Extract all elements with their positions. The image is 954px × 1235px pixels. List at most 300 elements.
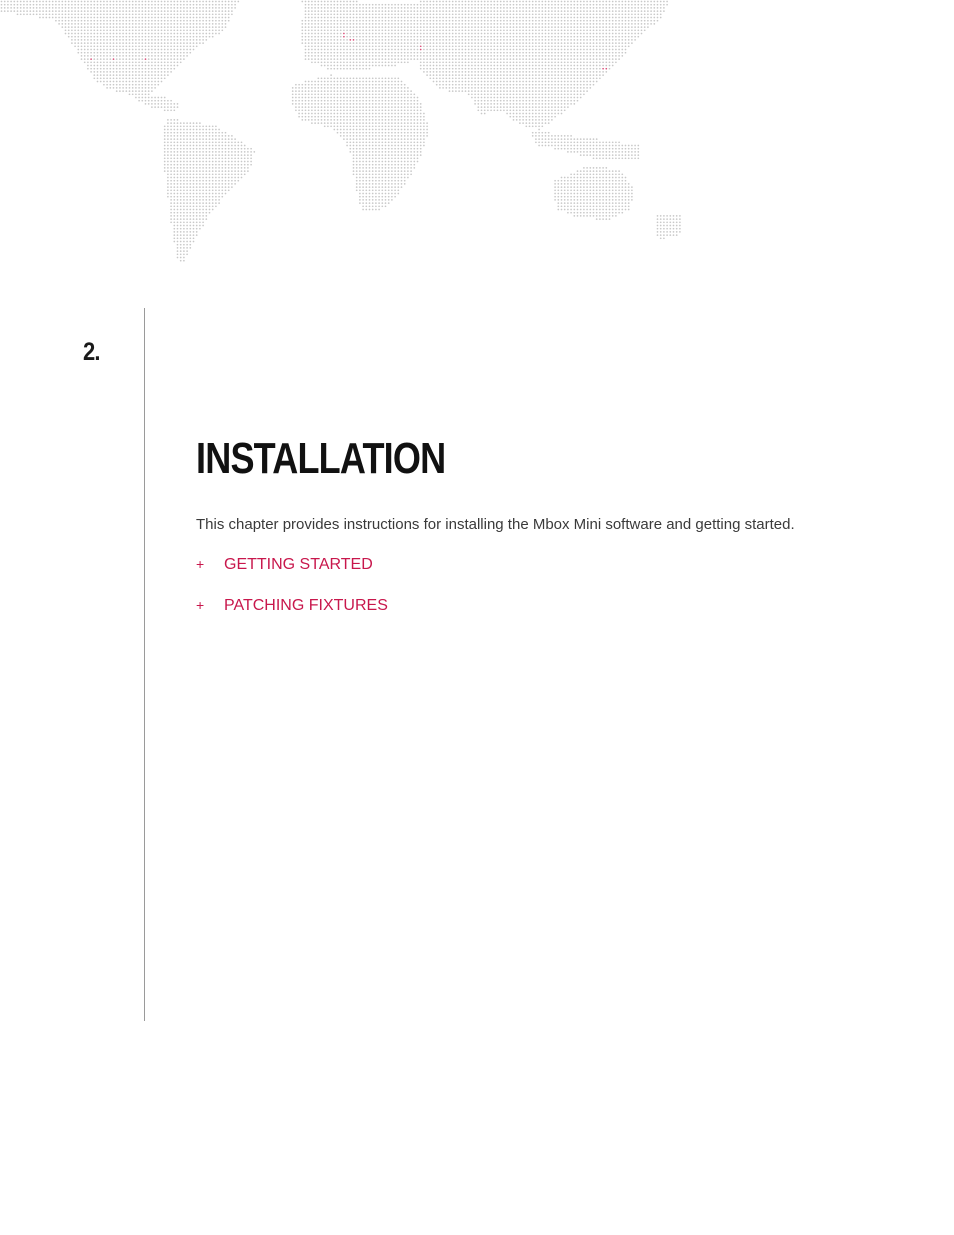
map-dot bbox=[455, 4, 457, 6]
map-dot bbox=[445, 74, 447, 76]
map-dot bbox=[509, 1, 511, 3]
map-dot bbox=[157, 106, 159, 108]
map-dot bbox=[541, 109, 543, 111]
map-dot bbox=[621, 7, 623, 9]
map-dot bbox=[583, 55, 585, 57]
map-dot bbox=[516, 23, 518, 25]
map-dot bbox=[583, 4, 585, 6]
map-dot bbox=[218, 20, 220, 22]
map-dot bbox=[346, 33, 348, 35]
map-dot bbox=[548, 109, 550, 111]
map-dot bbox=[628, 17, 630, 19]
map-dot bbox=[167, 135, 169, 137]
map-dot bbox=[71, 36, 73, 38]
map-dot bbox=[311, 93, 313, 95]
map-dot bbox=[305, 116, 307, 118]
map-dot bbox=[602, 55, 604, 57]
map-dot bbox=[465, 29, 467, 31]
map-dot bbox=[487, 23, 489, 25]
map-dot bbox=[337, 45, 339, 47]
map-dot bbox=[471, 23, 473, 25]
map-dot bbox=[401, 29, 403, 31]
map-dot bbox=[173, 49, 175, 51]
map-dot bbox=[209, 138, 211, 140]
map-dot bbox=[481, 29, 483, 31]
map-dot bbox=[90, 23, 92, 25]
map-dot bbox=[391, 81, 393, 83]
map-dot bbox=[186, 20, 188, 22]
map-dot bbox=[647, 7, 649, 9]
map-dot bbox=[554, 77, 556, 79]
map-dot bbox=[378, 81, 380, 83]
map-dot bbox=[641, 4, 643, 6]
map-dot bbox=[407, 119, 409, 121]
map-dot bbox=[116, 17, 118, 19]
map-dot bbox=[340, 113, 342, 115]
map-dot bbox=[52, 10, 54, 12]
map-dot bbox=[353, 42, 355, 44]
map-dot bbox=[532, 77, 534, 79]
map-dot bbox=[167, 58, 169, 60]
map-dot bbox=[637, 33, 639, 35]
map-dot bbox=[381, 13, 383, 15]
map-dot bbox=[551, 135, 553, 137]
map-dot bbox=[417, 58, 419, 60]
map-dot bbox=[231, 7, 233, 9]
map-dot bbox=[532, 58, 534, 60]
map-dot bbox=[484, 113, 486, 115]
map-dot bbox=[301, 33, 303, 35]
map-dot bbox=[311, 39, 313, 41]
map-dot bbox=[548, 49, 550, 51]
map-dot bbox=[369, 29, 371, 31]
map-dot bbox=[433, 4, 435, 6]
map-dot bbox=[381, 61, 383, 63]
map-dot bbox=[125, 23, 127, 25]
map-dot bbox=[138, 13, 140, 15]
map-dot bbox=[65, 10, 67, 12]
map-dot bbox=[605, 65, 607, 67]
map-dot bbox=[164, 52, 166, 54]
map-dot bbox=[333, 10, 335, 12]
map-dot bbox=[234, 1, 236, 3]
map-dot bbox=[397, 52, 399, 54]
map-dot bbox=[93, 26, 95, 28]
map-dot bbox=[551, 81, 553, 83]
map-dot bbox=[1, 1, 3, 3]
map-dot bbox=[305, 23, 307, 25]
map-dot bbox=[589, 20, 591, 22]
map-dot bbox=[321, 77, 323, 79]
map-dot bbox=[333, 20, 335, 22]
map-dot bbox=[87, 55, 89, 57]
map-dot bbox=[186, 36, 188, 38]
map-dot bbox=[68, 33, 70, 35]
map-dot bbox=[317, 109, 319, 111]
map-dot bbox=[119, 26, 121, 28]
map-dot bbox=[561, 39, 563, 41]
map-dot bbox=[196, 23, 198, 25]
map-dot bbox=[532, 100, 534, 102]
map-dot bbox=[449, 74, 451, 76]
map-dot bbox=[567, 84, 569, 86]
map-dot bbox=[519, 74, 521, 76]
map-dot bbox=[154, 65, 156, 67]
map-dot bbox=[500, 55, 502, 57]
map-highlight-dot bbox=[145, 58, 147, 60]
map-dot bbox=[580, 13, 582, 15]
map-dot bbox=[362, 42, 364, 44]
map-dot bbox=[333, 125, 335, 127]
map-dot bbox=[513, 17, 515, 19]
map-dot bbox=[407, 106, 409, 108]
map-dot bbox=[173, 129, 175, 131]
map-dot bbox=[513, 109, 515, 111]
map-dot bbox=[314, 52, 316, 54]
map-dot bbox=[333, 33, 335, 35]
map-dot bbox=[317, 122, 319, 124]
map-dot bbox=[519, 55, 521, 57]
map-dot bbox=[420, 23, 422, 25]
map-dot bbox=[548, 61, 550, 63]
map-dot bbox=[490, 42, 492, 44]
map-dot bbox=[429, 39, 431, 41]
map-dot bbox=[388, 65, 390, 67]
map-dot bbox=[90, 29, 92, 31]
map-dot bbox=[615, 55, 617, 57]
map-dot bbox=[554, 116, 556, 118]
map-dot bbox=[513, 119, 515, 121]
map-dot bbox=[317, 77, 319, 79]
map-dot bbox=[170, 106, 172, 108]
map-dot bbox=[116, 1, 118, 3]
map-dot bbox=[580, 74, 582, 76]
map-dot bbox=[337, 36, 339, 38]
map-dot bbox=[170, 132, 172, 134]
map-dot bbox=[327, 100, 329, 102]
map-dot bbox=[327, 61, 329, 63]
map-dot bbox=[292, 90, 294, 92]
map-dot bbox=[314, 4, 316, 6]
map-dot bbox=[442, 7, 444, 9]
map-dot bbox=[164, 26, 166, 28]
map-dot bbox=[138, 7, 140, 9]
map-dot bbox=[625, 52, 627, 54]
map-dot bbox=[311, 90, 313, 92]
map-dot bbox=[554, 90, 556, 92]
map-dot bbox=[468, 20, 470, 22]
map-dot bbox=[74, 45, 76, 47]
map-dot bbox=[132, 71, 134, 73]
map-dot bbox=[535, 20, 537, 22]
map-dot bbox=[317, 119, 319, 121]
map-dot bbox=[445, 33, 447, 35]
map-dot bbox=[173, 39, 175, 41]
map-dot bbox=[151, 55, 153, 57]
map-dot bbox=[193, 122, 195, 124]
map-dot bbox=[311, 109, 313, 111]
map-dot bbox=[321, 52, 323, 54]
map-dot bbox=[657, 10, 659, 12]
map-dot bbox=[141, 81, 143, 83]
map-dot bbox=[340, 42, 342, 44]
map-dot bbox=[586, 36, 588, 38]
map-dot bbox=[103, 81, 105, 83]
map-dot bbox=[199, 36, 201, 38]
map-dot bbox=[177, 20, 179, 22]
map-dot bbox=[93, 20, 95, 22]
map-dot bbox=[138, 90, 140, 92]
map-dot bbox=[353, 119, 355, 121]
map-dot bbox=[583, 45, 585, 47]
map-dot bbox=[148, 87, 150, 89]
map-dot bbox=[385, 122, 387, 124]
map-dot bbox=[557, 106, 559, 108]
map-dot bbox=[330, 113, 332, 115]
map-dot bbox=[522, 20, 524, 22]
map-dot bbox=[196, 135, 198, 137]
map-dot bbox=[26, 13, 28, 15]
map-dot bbox=[362, 65, 364, 67]
map-dot bbox=[545, 97, 547, 99]
map-dot bbox=[381, 125, 383, 127]
map-dot bbox=[356, 58, 358, 60]
map-dot bbox=[490, 10, 492, 12]
map-dot bbox=[330, 84, 332, 86]
map-dot bbox=[522, 68, 524, 70]
map-dot bbox=[308, 109, 310, 111]
map-dot bbox=[529, 26, 531, 28]
map-dot bbox=[71, 23, 73, 25]
map-dot bbox=[615, 36, 617, 38]
map-dot bbox=[381, 129, 383, 131]
map-dot bbox=[404, 129, 406, 131]
map-dot bbox=[141, 100, 143, 102]
map-dot bbox=[161, 4, 163, 6]
map-dot bbox=[100, 10, 102, 12]
map-dot bbox=[433, 39, 435, 41]
map-dot bbox=[81, 52, 83, 54]
map-dot bbox=[170, 65, 172, 67]
map-dot bbox=[388, 103, 390, 105]
map-dot bbox=[465, 4, 467, 6]
map-dot bbox=[333, 103, 335, 105]
map-dot bbox=[228, 7, 230, 9]
map-dot bbox=[567, 103, 569, 105]
map-dot bbox=[177, 45, 179, 47]
map-dot bbox=[458, 39, 460, 41]
map-dot bbox=[609, 17, 611, 19]
map-dot bbox=[593, 26, 595, 28]
map-dot bbox=[557, 84, 559, 86]
map-dot bbox=[541, 55, 543, 57]
map-dot bbox=[113, 20, 115, 22]
map-dot bbox=[551, 71, 553, 73]
map-dot bbox=[641, 1, 643, 3]
map-dot bbox=[100, 17, 102, 19]
map-dot bbox=[564, 33, 566, 35]
map-dot bbox=[449, 39, 451, 41]
map-dot bbox=[580, 61, 582, 63]
map-dot bbox=[500, 71, 502, 73]
map-dot bbox=[589, 23, 591, 25]
map-dot bbox=[362, 49, 364, 51]
map-dot bbox=[161, 74, 163, 76]
map-dot bbox=[372, 100, 374, 102]
map-dot bbox=[362, 116, 364, 118]
map-dot bbox=[359, 55, 361, 57]
map-dot bbox=[465, 52, 467, 54]
map-dot bbox=[589, 52, 591, 54]
map-dot bbox=[618, 52, 620, 54]
map-dot bbox=[551, 58, 553, 60]
map-dot bbox=[481, 55, 483, 57]
map-dot bbox=[500, 49, 502, 51]
map-dot bbox=[298, 93, 300, 95]
map-dot bbox=[381, 36, 383, 38]
map-dot bbox=[548, 55, 550, 57]
map-dot bbox=[401, 109, 403, 111]
map-dot bbox=[372, 122, 374, 124]
map-dot bbox=[148, 42, 150, 44]
map-dot bbox=[193, 39, 195, 41]
map-dot bbox=[129, 49, 131, 51]
map-dot bbox=[621, 10, 623, 12]
map-dot bbox=[538, 87, 540, 89]
map-highlight-dot bbox=[420, 49, 422, 51]
map-dot bbox=[157, 58, 159, 60]
map-dot bbox=[506, 74, 508, 76]
map-dot bbox=[113, 33, 115, 35]
map-dot bbox=[154, 20, 156, 22]
map-dot bbox=[538, 4, 540, 6]
map-dot bbox=[410, 17, 412, 19]
map-dot bbox=[497, 109, 499, 111]
map-dot bbox=[173, 119, 175, 121]
map-dot bbox=[618, 26, 620, 28]
map-dot bbox=[365, 45, 367, 47]
map-dot bbox=[161, 7, 163, 9]
map-dot bbox=[397, 29, 399, 31]
map-dot bbox=[196, 125, 198, 127]
map-dot bbox=[612, 29, 614, 31]
map-dot bbox=[513, 116, 515, 118]
map-dot bbox=[407, 113, 409, 115]
map-dot bbox=[314, 45, 316, 47]
map-dot bbox=[209, 23, 211, 25]
map-dot bbox=[356, 20, 358, 22]
map-dot bbox=[314, 90, 316, 92]
map-dot bbox=[417, 113, 419, 115]
map-dot bbox=[621, 20, 623, 22]
map-dot bbox=[596, 29, 598, 31]
map-dot bbox=[314, 29, 316, 31]
map-dot bbox=[535, 116, 537, 118]
map-dot bbox=[605, 13, 607, 15]
map-dot bbox=[109, 26, 111, 28]
map-dot bbox=[506, 17, 508, 19]
map-dot bbox=[583, 26, 585, 28]
map-dot bbox=[154, 7, 156, 9]
map-dot bbox=[554, 74, 556, 76]
map-dot bbox=[513, 113, 515, 115]
map-dot bbox=[81, 36, 83, 38]
map-dot bbox=[599, 26, 601, 28]
map-dot bbox=[388, 122, 390, 124]
map-dot bbox=[103, 65, 105, 67]
map-dot bbox=[586, 39, 588, 41]
map-dot bbox=[660, 13, 662, 15]
map-dot bbox=[525, 90, 527, 92]
map-dot bbox=[125, 13, 127, 15]
map-dot bbox=[375, 61, 377, 63]
map-dot bbox=[391, 36, 393, 38]
map-dot bbox=[420, 26, 422, 28]
map-dot bbox=[369, 10, 371, 12]
map-dot bbox=[132, 87, 134, 89]
map-dot bbox=[439, 33, 441, 35]
map-dot bbox=[135, 87, 137, 89]
map-dot bbox=[356, 65, 358, 67]
map-dot bbox=[311, 87, 313, 89]
map-dot bbox=[660, 1, 662, 3]
map-dot bbox=[509, 55, 511, 57]
map-dot bbox=[589, 49, 591, 51]
map-dot bbox=[397, 45, 399, 47]
map-dot bbox=[359, 36, 361, 38]
map-dot bbox=[551, 20, 553, 22]
map-dot bbox=[186, 129, 188, 131]
map-dot bbox=[455, 10, 457, 12]
map-dot bbox=[545, 132, 547, 134]
map-dot bbox=[394, 61, 396, 63]
map-dot bbox=[612, 7, 614, 9]
map-dot bbox=[135, 33, 137, 35]
map-dot bbox=[449, 65, 451, 67]
map-dot bbox=[346, 87, 348, 89]
map-dot bbox=[93, 52, 95, 54]
map-dot bbox=[1, 4, 3, 6]
map-dot bbox=[513, 93, 515, 95]
map-dot bbox=[628, 13, 630, 15]
map-dot bbox=[212, 1, 214, 3]
map-dot bbox=[337, 113, 339, 115]
map-dot bbox=[353, 65, 355, 67]
map-dot bbox=[513, 74, 515, 76]
map-dot bbox=[394, 52, 396, 54]
map-dot bbox=[132, 26, 134, 28]
map-dot bbox=[452, 17, 454, 19]
map-dot bbox=[612, 55, 614, 57]
map-dot bbox=[554, 81, 556, 83]
map-dot bbox=[564, 49, 566, 51]
world-map-decoration bbox=[0, 0, 700, 270]
map-dot bbox=[148, 33, 150, 35]
map-dot bbox=[455, 87, 457, 89]
map-dot bbox=[148, 58, 150, 60]
map-dot bbox=[119, 36, 121, 38]
map-dot bbox=[487, 7, 489, 9]
map-dot bbox=[609, 20, 611, 22]
map-dot bbox=[442, 81, 444, 83]
map-dot bbox=[589, 55, 591, 57]
map-dot bbox=[327, 52, 329, 54]
map-dot bbox=[458, 65, 460, 67]
map-dot bbox=[151, 58, 153, 60]
map-dot bbox=[404, 33, 406, 35]
map-dot bbox=[125, 74, 127, 76]
map-dot bbox=[554, 109, 556, 111]
